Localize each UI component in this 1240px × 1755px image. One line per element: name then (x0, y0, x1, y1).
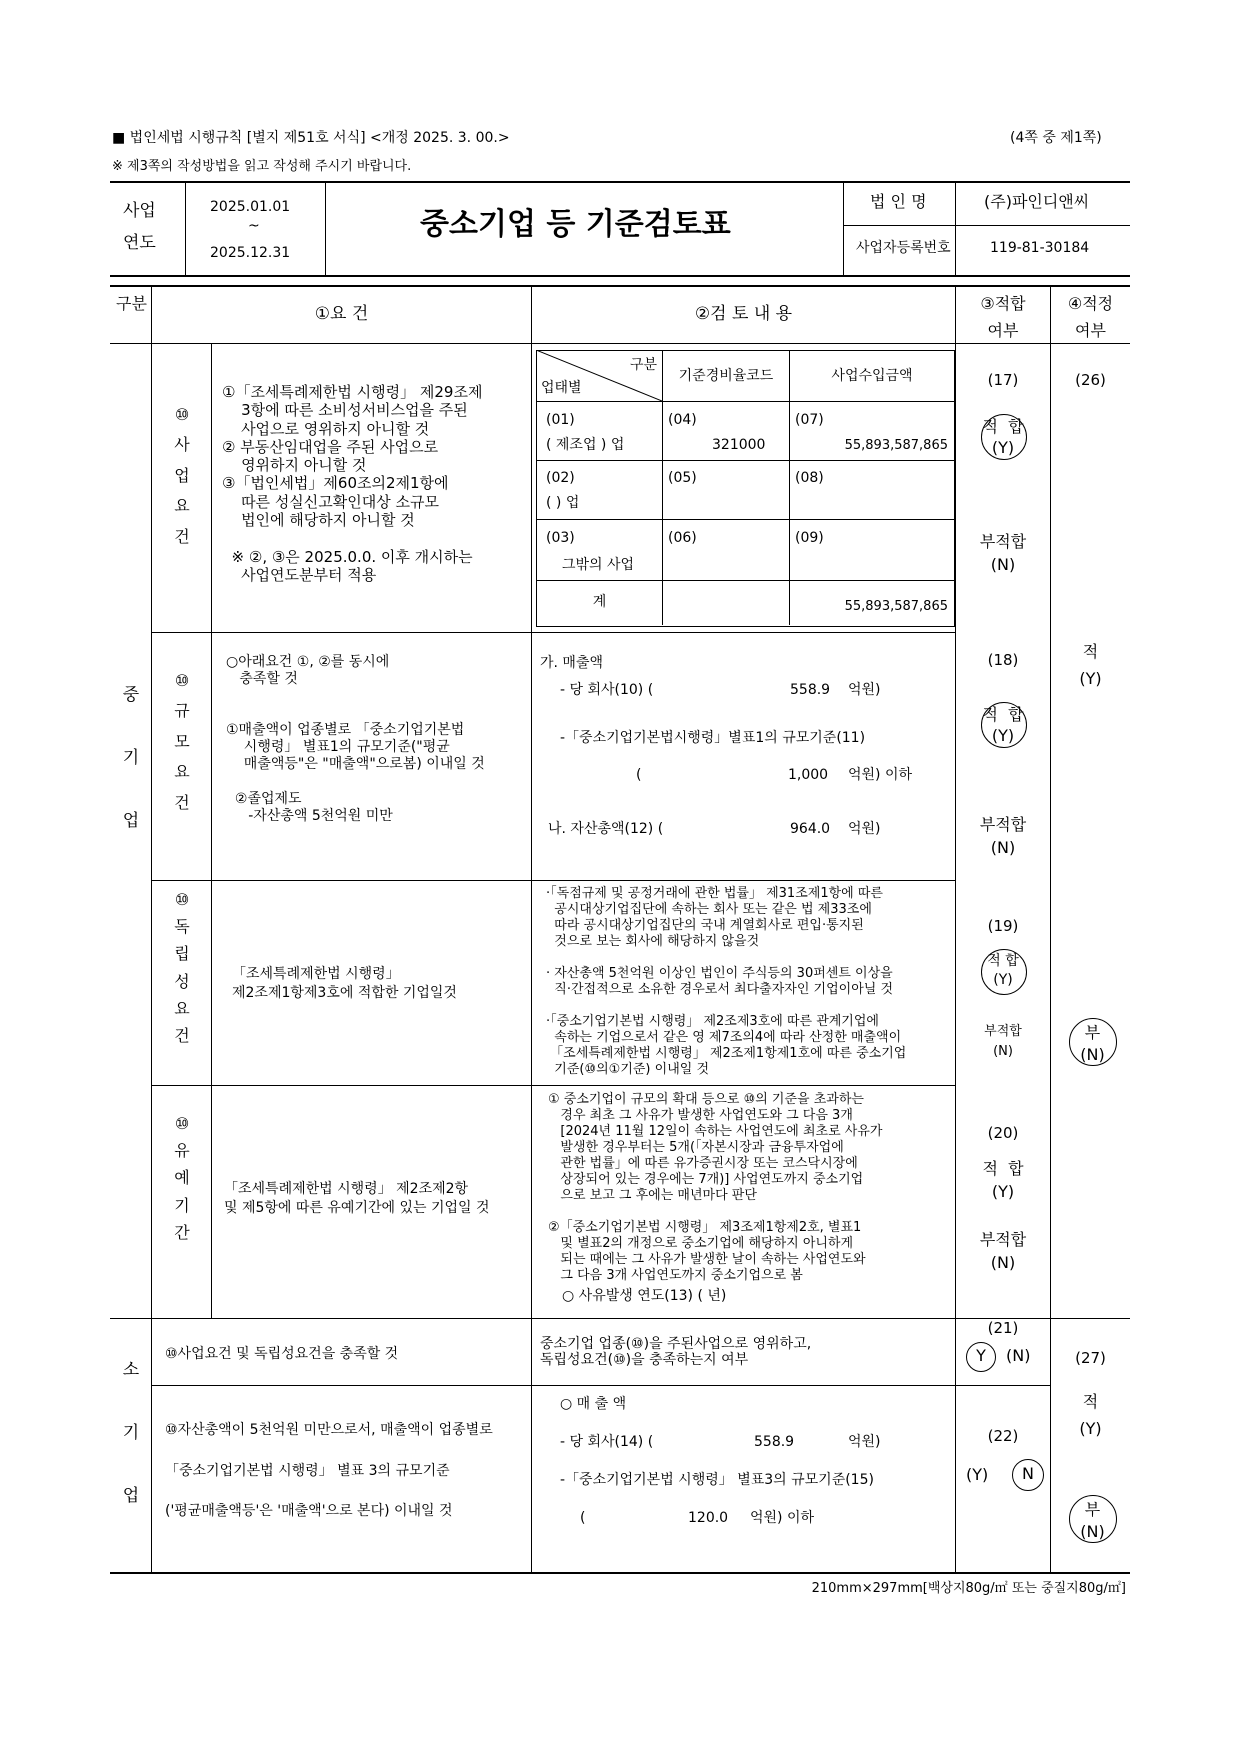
row103-fit-no: (19) (987, 917, 1019, 935)
total-amount: 55,893,587,865 (844, 599, 948, 614)
row106-sales-heading: ○ 매 출 액 (560, 1396, 627, 1412)
row102-assets-label: 나. 자산총액(12) ( (548, 821, 664, 837)
section-small-label: 소 기 업 (122, 1360, 140, 1506)
r2-code-no: (05) (668, 470, 697, 486)
row103-review: ·「독점규제 및 공정거래에 관한 법률」 제31조제1항에 따른 공시대상기업집단에 속하는 회사 또는 같은 법 제33조에 따라 공시대상기업집단의 국내 계열회사로 편입·통지된 것으로 보는 회사에 해당하지 않을것 · 자산총액 5천억원 이상인 법인이 주식등의 30퍼센트 이상을 직·간접적으로 소유한 경우로서 최다출자자인 기업이아닐 것 ·「중소기업기본법 시행령」 제2조제3호에 따른 관계기업에 속하는 기업으로서 같은 영 제7조의4에 따라 산정한 매출액이 「조세특례제한법 시행령」 제2조제1항제1호에 따른 중소기업 기준(⑩의①기준) 이내일 것 (546, 886, 907, 1077)
row105-review: 중소기업 업종(⑩)을 주된사업으로 영위하고, 독립성요건(⑩)을 충족하는지 여부 (540, 1336, 812, 1369)
form-reference: ■ 법인세법 시행규칙 [별지 제51호 서식] <개정 2025. 3. 00.> (112, 130, 510, 146)
row101-fit-no: (17) (987, 371, 1019, 389)
total-label: 계 (592, 594, 607, 610)
row106-sales-unit: 억원) (848, 1434, 881, 1450)
r3-industry-name: 그밖의 사업 (562, 557, 635, 573)
row106-std-open: ( (580, 1510, 586, 1526)
row105-requirement: ⑩사업요건 및 독립성요건을 충족할 것 (165, 1346, 399, 1362)
sub-hdr-type: 구분 (630, 357, 658, 373)
row105-fit-n: (N) (1006, 1346, 1031, 1365)
end-date: 2025.12.31 (210, 245, 291, 261)
sub-hdr-code: 기준경비율코드 (678, 368, 774, 384)
r2-amount-no: (08) (795, 470, 824, 486)
row106-fit-y: (Y) (966, 1465, 989, 1484)
r1-code-no: (04) (668, 412, 697, 428)
r2-no: (02) (546, 470, 575, 486)
row102-fit-yes: 적 합 (Y) (982, 705, 1024, 745)
reg-no: 119-81-30184 (990, 240, 1090, 256)
row101-requirement: ①「조세특례제한법 시행령」 제29조제 3항에 따른 소비성서비스업을 주된 사업으로 영위하지 아니할 것 ② 부동산임대업을 주된 사업으로 영위하지 아니할 것 ③「법인세법」제60조의2제1항에 따른 성실신고확인대상 소규모 법인에 해당하지 아니할 것 ※ ②, ③은 2025.0.0. 이후 개시하는 사업연도분부터 적용 (222, 383, 483, 584)
row102-std-unit: 억원) 이하 (848, 767, 913, 783)
sub-hdr-industry: 업태별 (541, 380, 582, 396)
row105-fit-no: (21) (987, 1319, 1019, 1337)
r3-no: (03) (546, 530, 575, 546)
row106-std-unit: 억원) 이하 (750, 1510, 815, 1526)
row106-fit-no: (22) (987, 1427, 1019, 1445)
year-label-1: 사업 (123, 201, 156, 221)
row102-fit-fail: 부적합 (N) (979, 815, 1027, 858)
row104-requirement: 「조세특례제한법 시행령」 제2조제2항 및 제5항에 따른 유예기간에 있는 기업일 것 (224, 1181, 490, 1216)
r1-code: 321000 (712, 437, 766, 453)
row104-year: ○ 사유발생 연도(13) ( 년) (562, 1288, 727, 1304)
row104-label: ⑩ 유 예 기 간 (174, 1114, 190, 1242)
row106-sales-label: - 당 회사(14) ( (560, 1434, 654, 1450)
section-sme-label: 중 기 업 (122, 685, 140, 831)
corp-name-label: 법 인 명 (870, 192, 927, 211)
col-requirement: ①요 건 (314, 304, 369, 324)
row104-fit-yes: 적 합 (Y) (982, 1159, 1024, 1202)
row104-fit-no: (20) (987, 1124, 1019, 1142)
col-review: ②검 토 내 용 (694, 304, 793, 324)
row101-fit-fail: 부적합 (N) (979, 532, 1027, 575)
row101-fit-yes: 적 합 (Y) (982, 417, 1024, 457)
r3-code-no: (06) (668, 530, 697, 546)
corp-name: (주)파인디앤씨 (984, 192, 1090, 211)
page-title: 중소기업 등 기준검토표 (420, 207, 731, 242)
row101-label: ⑩ 사 업 요 건 (174, 405, 190, 546)
r1-no: (01) (546, 412, 575, 428)
sme-final-no: 부 (N) (1080, 1023, 1105, 1064)
title-bottom-border (110, 275, 1130, 277)
row103-fit-fail: 부적합 (N) (984, 1024, 1022, 1059)
row106-requirement: ⑩자산총액이 5천억원 미만으로서, 매출액이 업종별로 「중소기업기본법 시행령」 별표 3의 규모기준 ('평균매출액등'은 '매출액'으로 본다) 이내일 것 (165, 1422, 493, 1520)
row106-std-label: -「중소기업기본법 시행령」 별표3의 규모기준(15) (560, 1472, 874, 1488)
sub-hdr-amount: 사업수입금액 (831, 368, 913, 384)
r1-amount: 55,893,587,865 (844, 438, 948, 453)
row105-final-no: (27) (1075, 1349, 1106, 1367)
row102-std-value: 1,000 (788, 767, 829, 783)
row103-requirement: 「조세특례제한법 시행령」 제2조제1항제3호에 적합한 기업일것 (232, 966, 457, 1001)
small-final-result: 적 (Y) (1079, 1392, 1102, 1439)
row102-std-label: -「중소기업기본법시행령」별표1의 규모기준(11) (560, 730, 866, 746)
notice: ※ 제3쪽의 작성방법을 읽고 작성해 주시기 바랍니다. (112, 159, 412, 174)
col-fit: ③적합 여부 (980, 294, 1026, 341)
row102-assets-unit: 억원) (848, 821, 881, 837)
row103-fit-yes: 적 합 (Y) (987, 953, 1019, 988)
date-tilde: ~ (248, 218, 260, 234)
row102-std-open: ( (636, 767, 642, 783)
row102-label: ⑩ 규 모 요 건 (174, 671, 190, 812)
title-top-border (110, 181, 1130, 183)
row106-fit-n: N (1022, 1464, 1034, 1483)
row102-fit-no: (18) (987, 651, 1019, 669)
col-category: 구분 (116, 294, 147, 313)
r3-amount-no: (09) (795, 530, 824, 546)
row106-sales-value: 558.9 (754, 1434, 795, 1450)
r1-amount-no: (07) (795, 412, 824, 428)
row102-requirement: ○아래요건 ①, ②를 동시에 충족할 것 ①매출액이 업종별로 「중소기업기본법 시행령」 별표1의 규모기준("평균 매출액등"은 "매출액"으로봄) 이내일 것 ②졸업제도 -자산총액 5천억원 미만 (226, 654, 485, 824)
year-label-2: 연도 (123, 233, 156, 253)
row102-sales-label: - 당 회사(10) ( (560, 682, 654, 698)
row105-fit-y: Y (976, 1346, 986, 1365)
row102-assets-value: 964.0 (790, 821, 831, 837)
row106-std-value: 120.0 (688, 1510, 729, 1526)
sme-final-result: 적 (Y) (1079, 642, 1102, 689)
paper-spec: 210mm×297mm[백상지80g/㎡ 또는 중질지80g/㎡] (811, 1581, 1126, 1596)
r1-industry-name: ( 제조업 ) 업 (546, 437, 625, 453)
page-info: (4쪽 중 제1쪽) (1010, 130, 1102, 146)
r2-industry-name: ( ) 업 (546, 495, 580, 511)
row102-sales-heading: 가. 매출액 (540, 655, 603, 671)
row104-fit-fail: 부적합 (N) (979, 1230, 1027, 1273)
row102-sales-value: 558.9 (790, 682, 831, 698)
col-final: ④적정 여부 (1067, 294, 1114, 341)
row102-sales-unit: 억원) (848, 682, 881, 698)
row103-label: ⑩ 독 립 성 요 건 (174, 890, 190, 1045)
reg-no-label: 사업자등록번호 (856, 240, 951, 256)
start-date: 2025.01.01 (210, 199, 291, 215)
row101-final-no: (26) (1075, 371, 1106, 389)
row104-review: ① 중소기업이 규모의 확대 등으로 ⑩의 기준을 초과하는 경우 최초 그 사유가 발생한 사업연도와 그 다음 3개 [2024년 11월 12일이 속하는 사업연도에 최초로 사유가 발생한 경우부터는 5개(「자본시장과 금융투자업에 관한 법률」에 따른 유가증권시장 또는 코스닥시장에 상장되어 있는 경우에는 7개)] 사업연도까지 중소기업 으로 보고 그 후에는 매년마다 판단 ②「중소기업기본법 시행령」 제3조제1항제2호, 별표1 및 별표2의 개정으로 중소기업에 해당하지 아니하게 되는 때에는 그 사유가 발생한 날이 속하는 사업연도와 그 다음 3개 사업연도까지 중소기업으로 봄 (548, 1092, 883, 1283)
small-final-no: 부 (N) (1080, 1500, 1105, 1541)
